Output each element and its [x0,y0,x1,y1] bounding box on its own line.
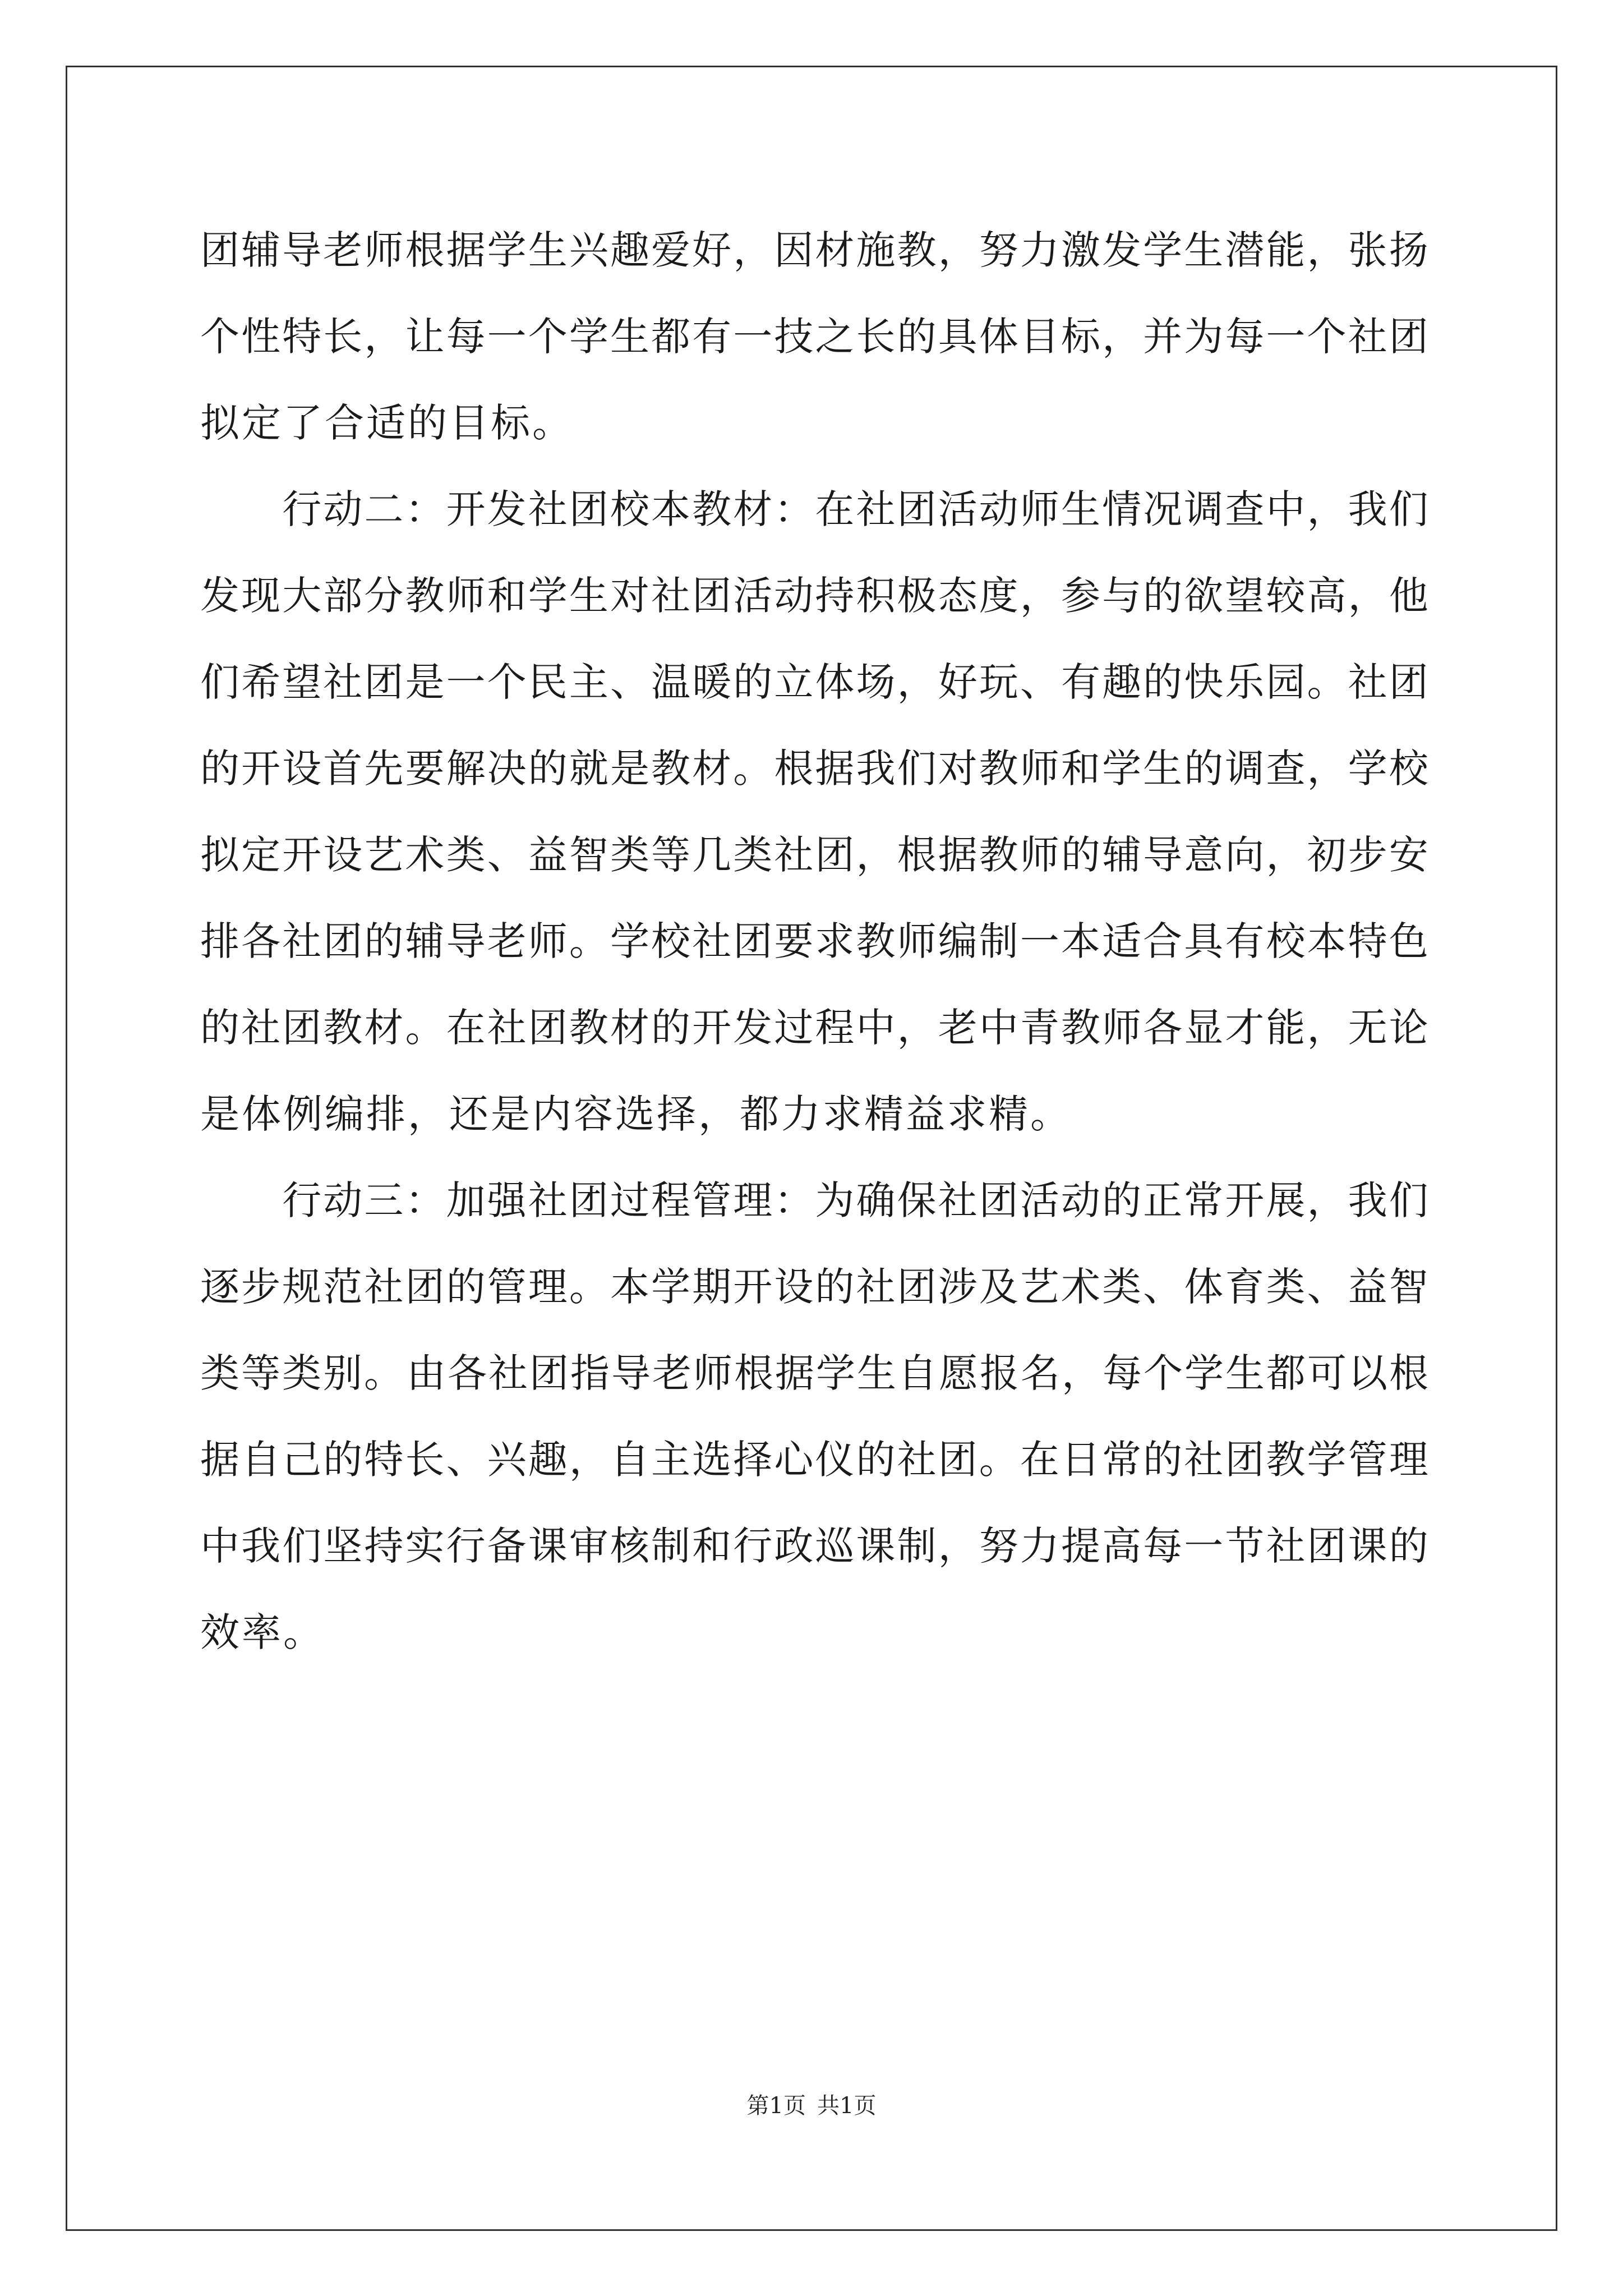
text-line: 团 辅 导 老 师 根 据 学 生 兴 趣 爱 好 ， 因 材 施 教 ， 努 力 激 发 学 生 潜 能 ， 张 扬 [200,227,1428,273]
text-line: 个 性 特 长 ， 让 每 一 个 学 生 都 有 一 技 之 长 的 具 体 目 标 ， 并 为 每 一 个 社 团 [200,314,1428,360]
text-line: 发 现 大 部 分 教 师 和 学 生 对 社 团 活 动 持 积 极 态 度 ， 参 与 的 欲 望 较 高 ， 他 [200,573,1428,619]
page-footer [0,2088,1623,2120]
text-line: 效率。 [200,1609,325,1655]
text-line: 类 等 类 别 。 由 各 社 团 指 导 老 师 根 据 学 生 自 愿 报 名 ， 每 个 学 生 都 可 以 根 [200,1350,1428,1396]
text-line: 据 自 己 的 特 长 、 兴 趣 ， 自 主 选 择 心 仪 的 社 团 。 在 日 常 的 社 团 教 学 管 理 [200,1437,1428,1483]
text-line: 排 各 社 团 的 辅 导 老 师 。 学 校 社 团 要 求 教 师 编 制 一 本 适 合 具 有 校 本 特 色 [200,918,1428,964]
text-line: 拟 定 开 设 艺 术 类 、 益 智 类 等 几 类 社 团 ， 根 据 教 师 的 辅 导 意 向 ， 初 步 安 [200,832,1428,878]
text-line: 拟定了合适的目标。 [200,400,574,446]
text-line: 中 我 们 坚 持 实 行 备 课 审 核 制 和 行 政 巡 课 制 ， 努 力 提 高 每 一 节 社 团 课 的 [200,1523,1428,1569]
text-line: 逐 步 规 范 社 团 的 管 理 。 本 学 期 开 设 的 社 团 涉 及 艺 术 类 、 体 育 类 、 益 智 [200,1264,1428,1310]
text-line: 是体例编排，还是内容选择，都力求精益求精。 [200,1091,1072,1137]
text-line: 的 社 团 教 材 。 在 社 团 教 材 的 开 发 过 程 中 ， 老 中 青 教 师 各 显 才 能 ， 无 论 [200,1005,1428,1051]
text-line: 行 动 三 ： 加 强 社 团 过 程 管 理 ： 为 确 保 社 团 活 动 的 正 常 开 展 ， 我 们 [282,1177,1428,1223]
text-line: 的 开 设 首 先 要 解 决 的 就 是 教 材 。 根 据 我 们 对 教 师 和 学 生 的 调 查 ， 学 校 [200,746,1428,792]
text-line: 行 动 二 ： 开 发 社 团 校 本 教 材 ： 在 社 团 活 动 师 生 情 况 调 查 中 ， 我 们 [282,486,1428,532]
page-number: 第1页 [746,2093,806,2119]
document-body [200,207,1428,1676]
text-line: 们 希 望 社 团 是 一 个 民 主 、 温 暖 的 立 体 场 ， 好 玩 、 有 趣 的 快 乐 园 。 社 团 [200,659,1428,705]
page-total: 共1页 [817,2093,877,2119]
